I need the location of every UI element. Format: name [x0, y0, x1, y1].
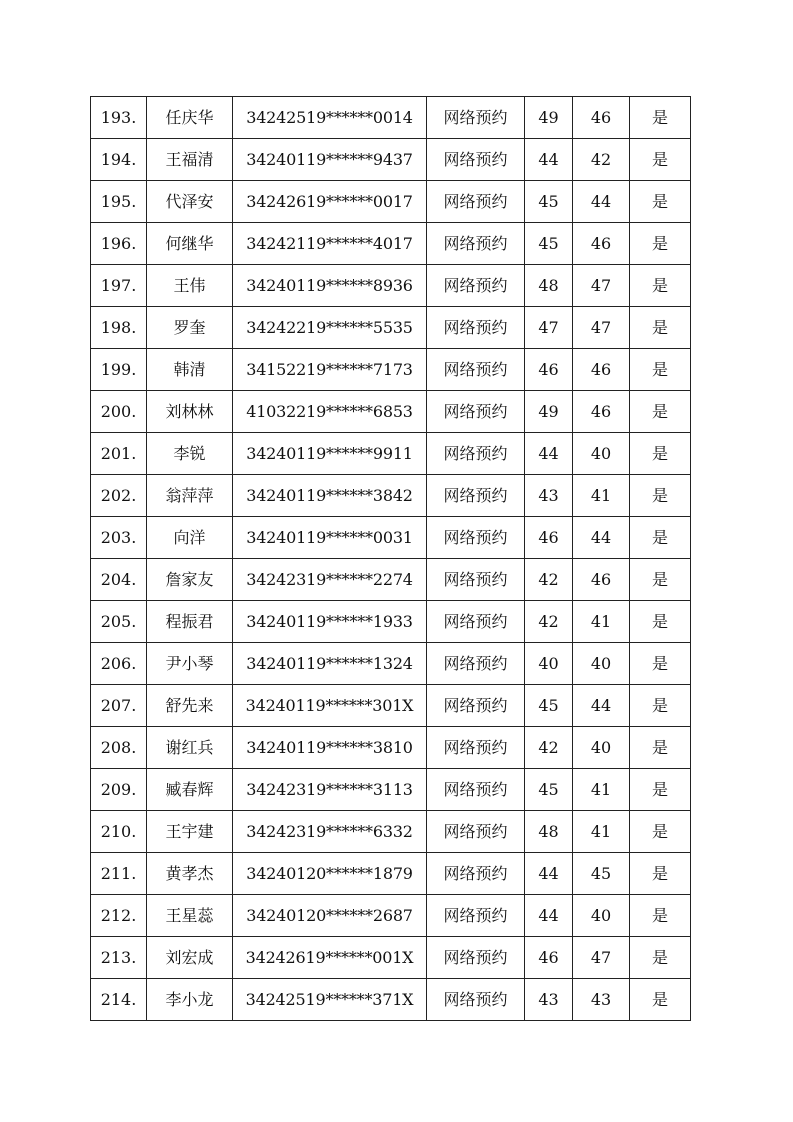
id-number-cell: 34242519******371X: [233, 979, 427, 1021]
score-1-cell: 46: [525, 937, 573, 979]
table-row: [91, 349, 691, 391]
id-number-cell: 34240119******1324: [233, 643, 427, 685]
id-number-cell: 34240120******1879: [233, 853, 427, 895]
score-1-cell: 48: [525, 811, 573, 853]
appointment-method-cell: 网络预约: [427, 559, 525, 601]
score-1-cell: 43: [525, 979, 573, 1021]
qualified-cell: 是: [630, 559, 691, 601]
score-2-cell: 46: [573, 97, 630, 139]
id-number-cell: 34242619******001X: [233, 937, 427, 979]
qualified-cell: 是: [630, 895, 691, 937]
name-cell: 臧春辉: [147, 769, 233, 811]
id-number-cell: 34242319******2274: [233, 559, 427, 601]
qualified-cell: 是: [630, 811, 691, 853]
id-number-cell: 34240119******301X: [233, 685, 427, 727]
row-number-cell: 209.: [91, 769, 147, 811]
id-number-cell: 34242219******5535: [233, 307, 427, 349]
score-1-cell: 45: [525, 223, 573, 265]
score-1-cell: 46: [525, 517, 573, 559]
name-cell: 王伟: [147, 265, 233, 307]
id-number-cell: 34242319******6332: [233, 811, 427, 853]
score-1-cell: 47: [525, 307, 573, 349]
table-row: [91, 727, 691, 769]
table-row: [91, 307, 691, 349]
table-row: [91, 223, 691, 265]
score-1-cell: 43: [525, 475, 573, 517]
score-2-cell: 41: [573, 811, 630, 853]
row-number-cell: 197.: [91, 265, 147, 307]
appointment-method-cell: 网络预约: [427, 475, 525, 517]
qualified-cell: 是: [630, 979, 691, 1021]
score-1-cell: 42: [525, 727, 573, 769]
table-row: [91, 811, 691, 853]
qualified-cell: 是: [630, 349, 691, 391]
id-number-cell: 34240119******9911: [233, 433, 427, 475]
table-row: [91, 433, 691, 475]
name-cell: 程振君: [147, 601, 233, 643]
appointment-method-cell: 网络预约: [427, 601, 525, 643]
appointment-method-cell: 网络预约: [427, 517, 525, 559]
name-cell: 向洋: [147, 517, 233, 559]
table-row: [91, 685, 691, 727]
row-number-cell: 212.: [91, 895, 147, 937]
id-number-cell: 34240119******9437: [233, 139, 427, 181]
table-row: [91, 895, 691, 937]
table-row: [91, 559, 691, 601]
qualified-cell: 是: [630, 97, 691, 139]
score-1-cell: 42: [525, 601, 573, 643]
score-1-cell: 45: [525, 181, 573, 223]
name-cell: 王星蕊: [147, 895, 233, 937]
name-cell: 尹小琴: [147, 643, 233, 685]
id-number-cell: 34242319******3113: [233, 769, 427, 811]
id-number-cell: 34152219******7173: [233, 349, 427, 391]
score-2-cell: 40: [573, 895, 630, 937]
row-number-cell: 213.: [91, 937, 147, 979]
appointment-method-cell: 网络预约: [427, 97, 525, 139]
row-number-cell: 201.: [91, 433, 147, 475]
score-2-cell: 41: [573, 769, 630, 811]
appointment-method-cell: 网络预约: [427, 685, 525, 727]
table-row: [91, 475, 691, 517]
score-2-cell: 41: [573, 601, 630, 643]
qualified-cell: 是: [630, 265, 691, 307]
score-1-cell: 44: [525, 895, 573, 937]
score-2-cell: 42: [573, 139, 630, 181]
id-number-cell: 34240119******8936: [233, 265, 427, 307]
row-number-cell: 214.: [91, 979, 147, 1021]
appointment-method-cell: 网络预约: [427, 307, 525, 349]
score-2-cell: 45: [573, 853, 630, 895]
id-number-cell: 34240119******0031: [233, 517, 427, 559]
row-number-cell: 202.: [91, 475, 147, 517]
appointment-method-cell: 网络预约: [427, 811, 525, 853]
appointment-method-cell: 网络预约: [427, 937, 525, 979]
id-number-cell: 34242519******0014: [233, 97, 427, 139]
id-number-cell: 34240119******1933: [233, 601, 427, 643]
appointment-method-cell: 网络预约: [427, 349, 525, 391]
name-cell: 翁萍萍: [147, 475, 233, 517]
appointment-method-cell: 网络预约: [427, 853, 525, 895]
name-cell: 詹家友: [147, 559, 233, 601]
row-number-cell: 196.: [91, 223, 147, 265]
score-1-cell: 48: [525, 265, 573, 307]
score-2-cell: 46: [573, 349, 630, 391]
name-cell: 舒先来: [147, 685, 233, 727]
score-2-cell: 40: [573, 433, 630, 475]
score-2-cell: 40: [573, 727, 630, 769]
table-row: [91, 97, 691, 139]
score-1-cell: 45: [525, 769, 573, 811]
score-2-cell: 47: [573, 307, 630, 349]
qualified-cell: 是: [630, 139, 691, 181]
row-number-cell: 206.: [91, 643, 147, 685]
row-number-cell: 211.: [91, 853, 147, 895]
score-1-cell: 44: [525, 853, 573, 895]
name-cell: 何继华: [147, 223, 233, 265]
row-number-cell: 207.: [91, 685, 147, 727]
row-number-cell: 195.: [91, 181, 147, 223]
row-number-cell: 204.: [91, 559, 147, 601]
name-cell: 刘宏成: [147, 937, 233, 979]
name-cell: 刘林林: [147, 391, 233, 433]
score-2-cell: 40: [573, 643, 630, 685]
score-1-cell: 46: [525, 349, 573, 391]
appointment-method-cell: 网络预约: [427, 643, 525, 685]
table-row: [91, 517, 691, 559]
table-row: [91, 937, 691, 979]
row-number-cell: 210.: [91, 811, 147, 853]
row-number-cell: 199.: [91, 349, 147, 391]
score-1-cell: 44: [525, 433, 573, 475]
score-2-cell: 46: [573, 223, 630, 265]
name-cell: 王福清: [147, 139, 233, 181]
row-number-cell: 194.: [91, 139, 147, 181]
id-number-cell: 34240119******3810: [233, 727, 427, 769]
records-table: [90, 96, 691, 1021]
score-2-cell: 41: [573, 475, 630, 517]
row-number-cell: 205.: [91, 601, 147, 643]
appointment-method-cell: 网络预约: [427, 769, 525, 811]
score-2-cell: 46: [573, 391, 630, 433]
id-number-cell: 34240119******3842: [233, 475, 427, 517]
row-number-cell: 208.: [91, 727, 147, 769]
appointment-method-cell: 网络预约: [427, 727, 525, 769]
row-number-cell: 200.: [91, 391, 147, 433]
id-number-cell: 34242619******0017: [233, 181, 427, 223]
qualified-cell: 是: [630, 685, 691, 727]
row-number-cell: 198.: [91, 307, 147, 349]
score-1-cell: 42: [525, 559, 573, 601]
appointment-method-cell: 网络预约: [427, 391, 525, 433]
appointment-method-cell: 网络预约: [427, 139, 525, 181]
name-cell: 代泽安: [147, 181, 233, 223]
score-1-cell: 44: [525, 139, 573, 181]
appointment-method-cell: 网络预约: [427, 265, 525, 307]
name-cell: 李锐: [147, 433, 233, 475]
name-cell: 任庆华: [147, 97, 233, 139]
score-2-cell: 47: [573, 265, 630, 307]
qualified-cell: 是: [630, 727, 691, 769]
score-1-cell: 40: [525, 643, 573, 685]
score-2-cell: 46: [573, 559, 630, 601]
qualified-cell: 是: [630, 307, 691, 349]
score-1-cell: 45: [525, 685, 573, 727]
table-row: [91, 853, 691, 895]
qualified-cell: 是: [630, 517, 691, 559]
row-number-cell: 203.: [91, 517, 147, 559]
table-row: [91, 601, 691, 643]
score-2-cell: 44: [573, 517, 630, 559]
row-number-cell: 193.: [91, 97, 147, 139]
name-cell: 黄孝杰: [147, 853, 233, 895]
name-cell: 韩清: [147, 349, 233, 391]
qualified-cell: 是: [630, 769, 691, 811]
id-number-cell: 41032219******6853: [233, 391, 427, 433]
name-cell: 谢红兵: [147, 727, 233, 769]
appointment-method-cell: 网络预约: [427, 433, 525, 475]
table-row: [91, 181, 691, 223]
table-body: [91, 97, 691, 1021]
qualified-cell: 是: [630, 181, 691, 223]
qualified-cell: 是: [630, 853, 691, 895]
appointment-method-cell: 网络预约: [427, 979, 525, 1021]
table-row: [91, 139, 691, 181]
score-1-cell: 49: [525, 97, 573, 139]
score-2-cell: 44: [573, 685, 630, 727]
id-number-cell: 34242119******4017: [233, 223, 427, 265]
name-cell: 罗奎: [147, 307, 233, 349]
score-2-cell: 47: [573, 937, 630, 979]
appointment-method-cell: 网络预约: [427, 223, 525, 265]
qualified-cell: 是: [630, 433, 691, 475]
qualified-cell: 是: [630, 223, 691, 265]
table-row: [91, 265, 691, 307]
name-cell: 李小龙: [147, 979, 233, 1021]
qualified-cell: 是: [630, 937, 691, 979]
appointment-method-cell: 网络预约: [427, 181, 525, 223]
appointment-method-cell: 网络预约: [427, 895, 525, 937]
score-2-cell: 43: [573, 979, 630, 1021]
qualified-cell: 是: [630, 391, 691, 433]
table-row: [91, 979, 691, 1021]
qualified-cell: 是: [630, 643, 691, 685]
id-number-cell: 34240120******2687: [233, 895, 427, 937]
score-1-cell: 49: [525, 391, 573, 433]
score-2-cell: 44: [573, 181, 630, 223]
name-cell: 王宇建: [147, 811, 233, 853]
qualified-cell: 是: [630, 475, 691, 517]
table-row: [91, 643, 691, 685]
table-row: [91, 391, 691, 433]
table-row: [91, 769, 691, 811]
qualified-cell: 是: [630, 601, 691, 643]
